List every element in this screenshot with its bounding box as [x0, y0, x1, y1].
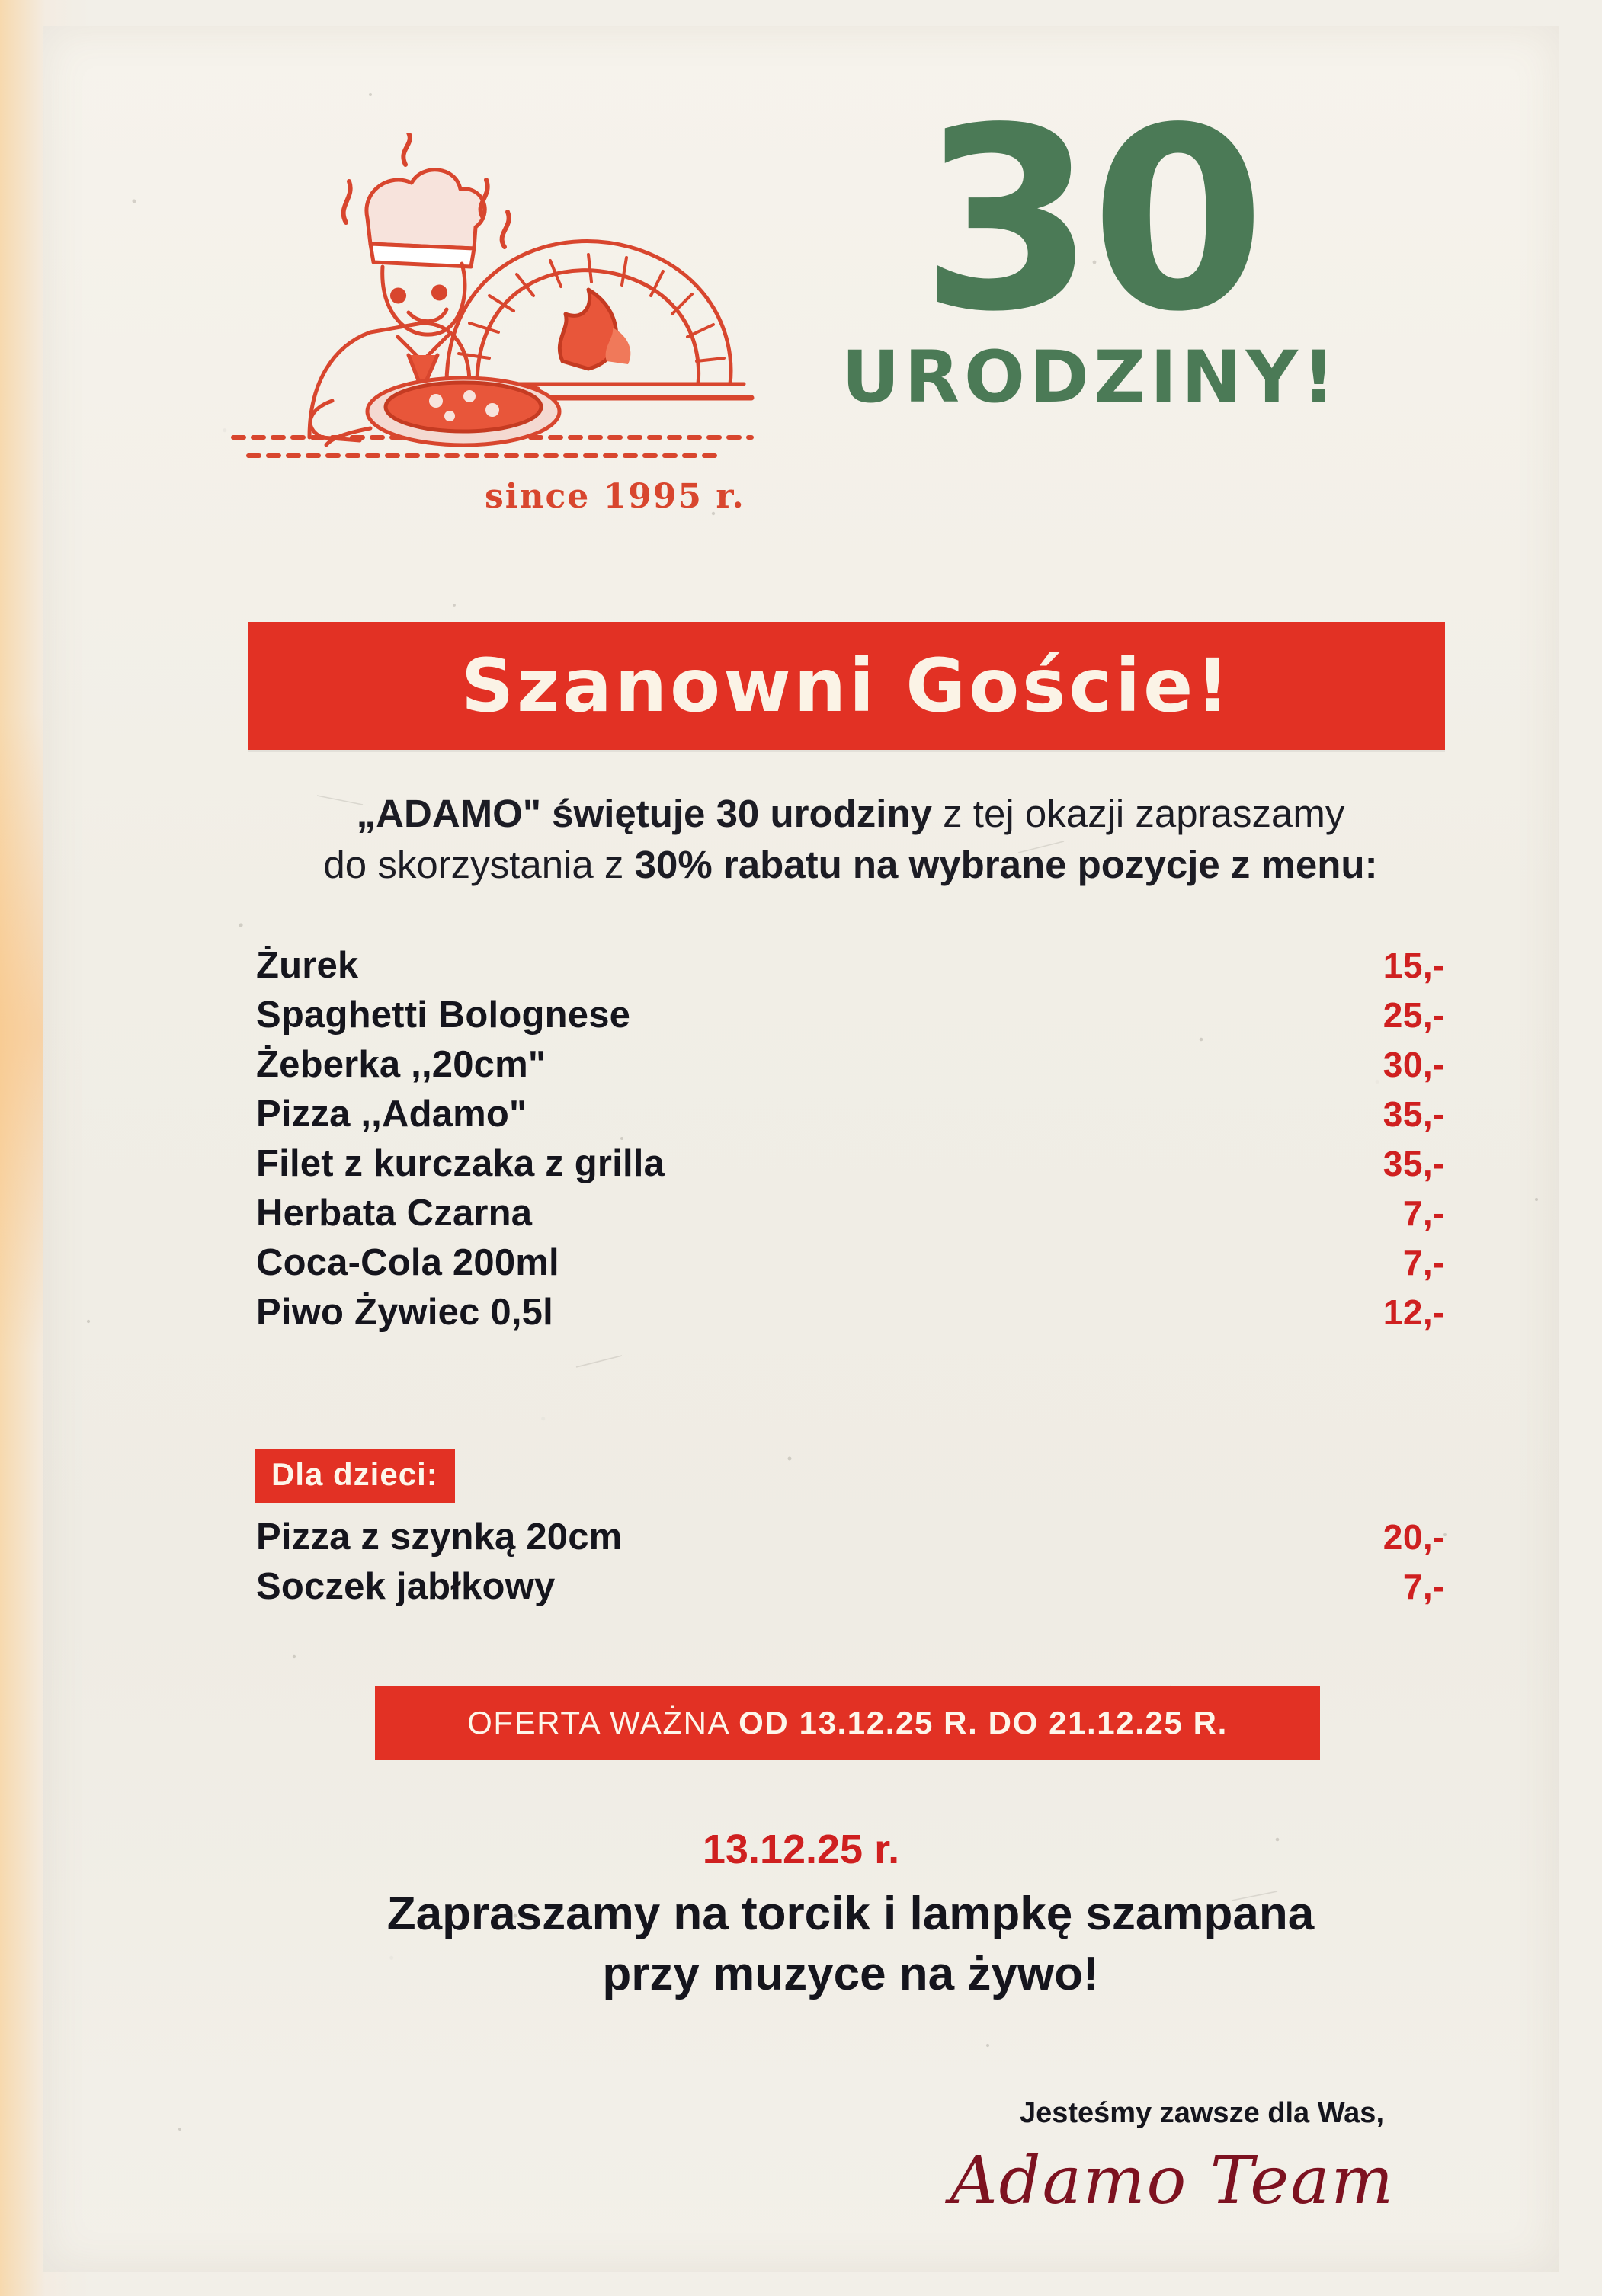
menu-item-price: 7,-: [1402, 1567, 1445, 1606]
anniversary-block: [774, 74, 1407, 419]
menu-item-price: 25,-: [1383, 995, 1445, 1035]
menu-item-name: Żeberka ,,20cm": [256, 1044, 546, 1085]
offer-prefix: OFERTA WAŻNA: [467, 1705, 739, 1740]
intro-paragraph: [180, 788, 1521, 891]
menu-item: [256, 1192, 1445, 1241]
menu-list: [256, 944, 1445, 1340]
menu-item-name: Pizza z szynką 20cm: [256, 1516, 623, 1558]
menu-item-price: 7,-: [1402, 1193, 1445, 1233]
menu-item-name: Coca-Cola 200ml: [256, 1242, 559, 1283]
menu-item: [256, 1291, 1445, 1340]
anniversary-word: URODZINY!: [841, 335, 1340, 419]
menu-item: [256, 1043, 1445, 1093]
offer-validity-bar: [375, 1686, 1320, 1760]
menu-item-name: Soczek jabłkowy: [256, 1566, 556, 1607]
offer-range: OD 13.12.25 R. DO 21.12.25 R.: [739, 1705, 1228, 1740]
menu-item: [256, 1093, 1445, 1142]
signature-text: Jesteśmy zawsze dla Was,: [1019, 2097, 1384, 2129]
intro-text-2: do skorzystania z: [323, 843, 635, 887]
menu-item-price: 7,-: [1402, 1243, 1445, 1282]
menu-item-name: Żurek: [256, 945, 359, 986]
kids-section-label: Dla dzieci:: [255, 1449, 455, 1503]
intro-bold-2: 30% rabatu na wybrane pozycje z menu:: [634, 843, 1378, 887]
invitation-line-1: Zapraszamy na torcik i lampkę szampana: [386, 1888, 1315, 1940]
event-date: 13.12.25 r.: [702, 1827, 900, 1872]
menu-item-name: Filet z kurczaka z grilla: [256, 1143, 665, 1184]
intro-bold-1: „ADAMO" świętuje 30 urodziny: [356, 792, 932, 835]
intro-text-1: z tej okazji zapraszamy: [931, 792, 1345, 835]
offer-validity-text: [467, 1705, 1228, 1741]
invitation-text: [180, 1884, 1521, 2005]
menu-item-name: Herbata Czarna: [256, 1193, 533, 1234]
paper-background: [43, 26, 1559, 2272]
menu-item-name: Pizza ,,Adamo": [256, 1094, 527, 1135]
menu-item-price: 15,-: [1383, 946, 1445, 985]
menu-item: [256, 1516, 1445, 1565]
adamo-logo: [218, 133, 782, 559]
menu-item-price: 12,-: [1383, 1292, 1445, 1332]
invitation-line-2: przy muzyce na żywo!: [602, 1948, 1099, 2001]
menu-item: [256, 994, 1445, 1043]
signature-name: Adamo Team: [950, 2143, 1395, 2219]
menu-item-price: 20,-: [1383, 1517, 1445, 1557]
menu-item-name: Piwo Żywiec 0,5l: [256, 1292, 553, 1333]
menu-item: [256, 1565, 1445, 1615]
anniversary-number: 30: [920, 74, 1261, 367]
menu-item-price: 35,-: [1383, 1094, 1445, 1134]
poster-header: [43, 74, 1559, 559]
menu-item-price: 30,-: [1383, 1045, 1445, 1084]
menu-item: [256, 944, 1445, 994]
menu-item: [256, 1241, 1445, 1291]
pizza-baker-illustration: [218, 133, 782, 491]
menu-item: [256, 1142, 1445, 1192]
greeting-banner: [248, 622, 1445, 750]
kids-menu-list: [256, 1516, 1445, 1615]
since-text: since 1995 r.: [485, 477, 745, 516]
menu-item-price: 35,-: [1383, 1144, 1445, 1183]
menu-item-name: Spaghetti Bolognese: [256, 994, 631, 1036]
greeting-banner-text: Szanowni Goście!: [460, 643, 1233, 729]
